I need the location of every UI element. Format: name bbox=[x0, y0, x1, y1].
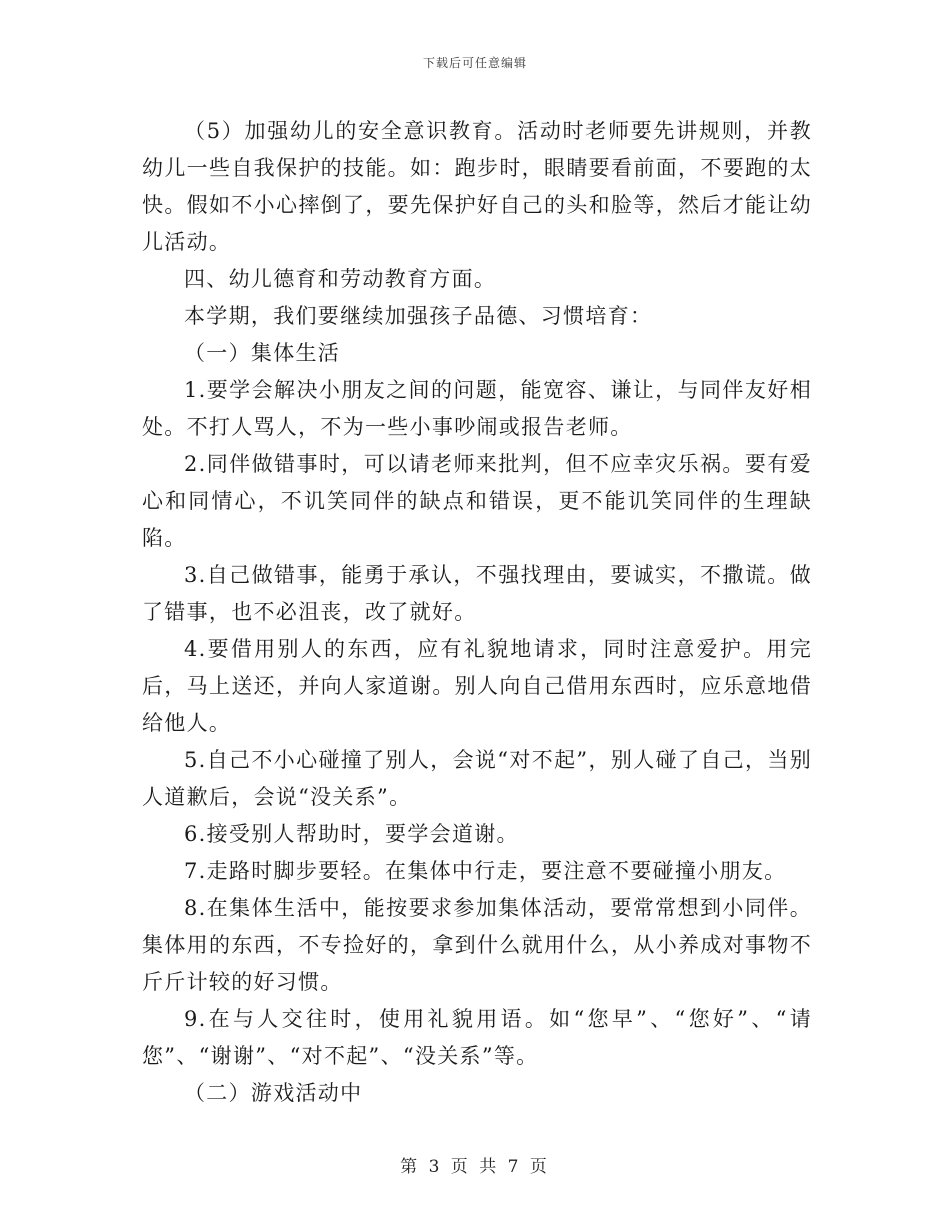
list-item-4: 4.要借用别人的东西，应有礼貌地请求，同时注意爱护。用完后，马上送还，并向人家道谢。别人向自己借用东西时，应乐意地借给他人。 bbox=[142, 637, 812, 735]
list-item-3: 3.自己做错事，能勇于承认，不强找理由，要诚实，不撒谎。做了错事，也不必沮丧，改了就好。 bbox=[142, 563, 812, 624]
list-item-5: 5.自己不小心碰撞了别人，会说“对不起”，别人碰了自己，当别人道歉后，会说“没关系”。 bbox=[142, 748, 812, 809]
subsection-heading-group-life: （一）集体生活 bbox=[184, 341, 341, 365]
section-heading-moral-labor: 四、幼儿德育和劳动教育方面。 bbox=[184, 267, 497, 291]
list-item-1: 1.要学会解决小朋友之间的问题，能宽容、谦让，与同伴友好相处。不打人骂人，不为一些小事吵闹或报告老师。 bbox=[142, 378, 812, 439]
list-item-6: 6.接受别人帮助时，要学会道谢。 bbox=[184, 822, 519, 846]
page-header: 下载后可任意编辑 bbox=[422, 56, 527, 70]
paragraph-safety-education: （5）加强幼儿的安全意识教育。活动时老师要先讲规则，并教幼儿一些自我保护的技能。如：跑步时，眼睛要看前面，不要跑的太快。假如不小心摔倒了，要先保护好自己的头和脸等，然后才能让幼儿活动。 bbox=[142, 119, 812, 254]
list-item-9: 9.在与人交往时，使用礼貌用语。如“您早”、“您好”、“请您”、“谢谢”、“对不起”、“没关系”等。 bbox=[142, 1007, 812, 1068]
list-item-8: 8.在集体生活中，能按要求参加集体活动，要常常想到小同伴。集体用的东西，不专捡好的，拿到什么就用什么，从小养成对事物不斤斤计较的好习惯。 bbox=[142, 896, 812, 994]
subsection-heading-games: （二）游戏活动中 bbox=[184, 1081, 363, 1105]
paragraph-intro: 本学期，我们要继续加强孩子品德、习惯培育： bbox=[184, 304, 653, 328]
list-item-2: 2.同伴做错事时，可以请老师来批判，但不应幸灾乐祸。要有爱心和同情心，不讥笑同伴的缺点和错误，更不能讥笑同伴的生理缺陷。 bbox=[142, 452, 812, 550]
document-body bbox=[142, 113, 812, 1112]
list-item-7: 7.走路时脚步要轻。在集体中行走，要注意不要碰撞小朋友。 bbox=[184, 859, 787, 883]
page-footer: 第 3 页 共 7 页 bbox=[400, 1157, 550, 1177]
